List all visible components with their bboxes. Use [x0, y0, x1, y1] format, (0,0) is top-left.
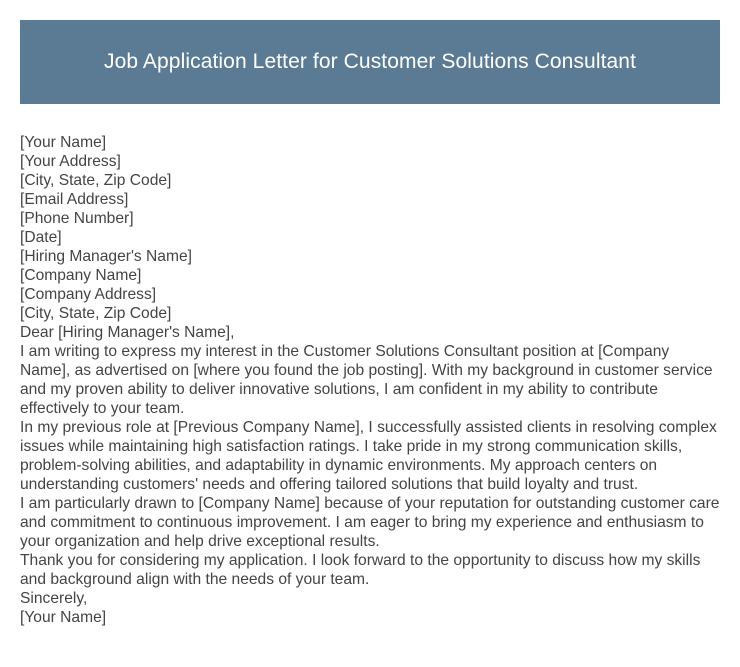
signature: [Your Name]: [20, 609, 107, 626]
paragraph-experience: In my previous role at [Previous Company Name], I successfully assisted clients in resolving complex issues while maintaining high satisfaction ratings. I take pride in my strong communication skills, problem-solving abilities, and adaptability in dynamic environments. My approach centers on understanding customers' needs and offering tailored solutions that build loyalty and trust.: [20, 419, 717, 493]
recipient-city-state-zip: [City, State, Zip Code]: [20, 305, 172, 322]
recipient-company: [Company Name]: [20, 267, 142, 284]
page-title: Job Application Letter for Customer Solutions Consultant: [103, 50, 637, 73]
paragraph-thanks: Thank you for considering my application. I look forward to the opportunity to discuss how my skills and background align with the needs of your team.: [20, 552, 701, 588]
paragraph-intro: I am writing to express my interest in the Customer Solutions Consultant position at [Company Name], as advertised on [where you found the job posting]. With my background in customer service and my proven ability to deliver innovative solutions, I am confident in my ability to contribute effectively to your team.: [20, 343, 713, 417]
recipient-name: [Hiring Manager's Name]: [20, 248, 192, 265]
sender-address: [Your Address]: [20, 153, 121, 170]
salutation: Dear [Hiring Manager's Name],: [20, 324, 235, 341]
title-banner: [20, 20, 720, 104]
letter-date: [Date]: [20, 229, 62, 246]
sender-email: [Email Address]: [20, 191, 129, 208]
sender-phone: [Phone Number]: [20, 210, 134, 227]
sender-name: [Your Name]: [20, 134, 107, 151]
recipient-address: [Company Address]: [20, 286, 157, 303]
letter-body: [20, 133, 720, 627]
paragraph-motivation: I am particularly drawn to [Company Name] because of your reputation for outstanding customer care and commitment to continuous improvement. I am eager to bring my experience and enthusiasm to your organization and help drive exceptional results.: [20, 495, 720, 550]
closing: Sincerely,: [20, 590, 88, 607]
sender-city-state-zip: [City, State, Zip Code]: [20, 172, 172, 189]
